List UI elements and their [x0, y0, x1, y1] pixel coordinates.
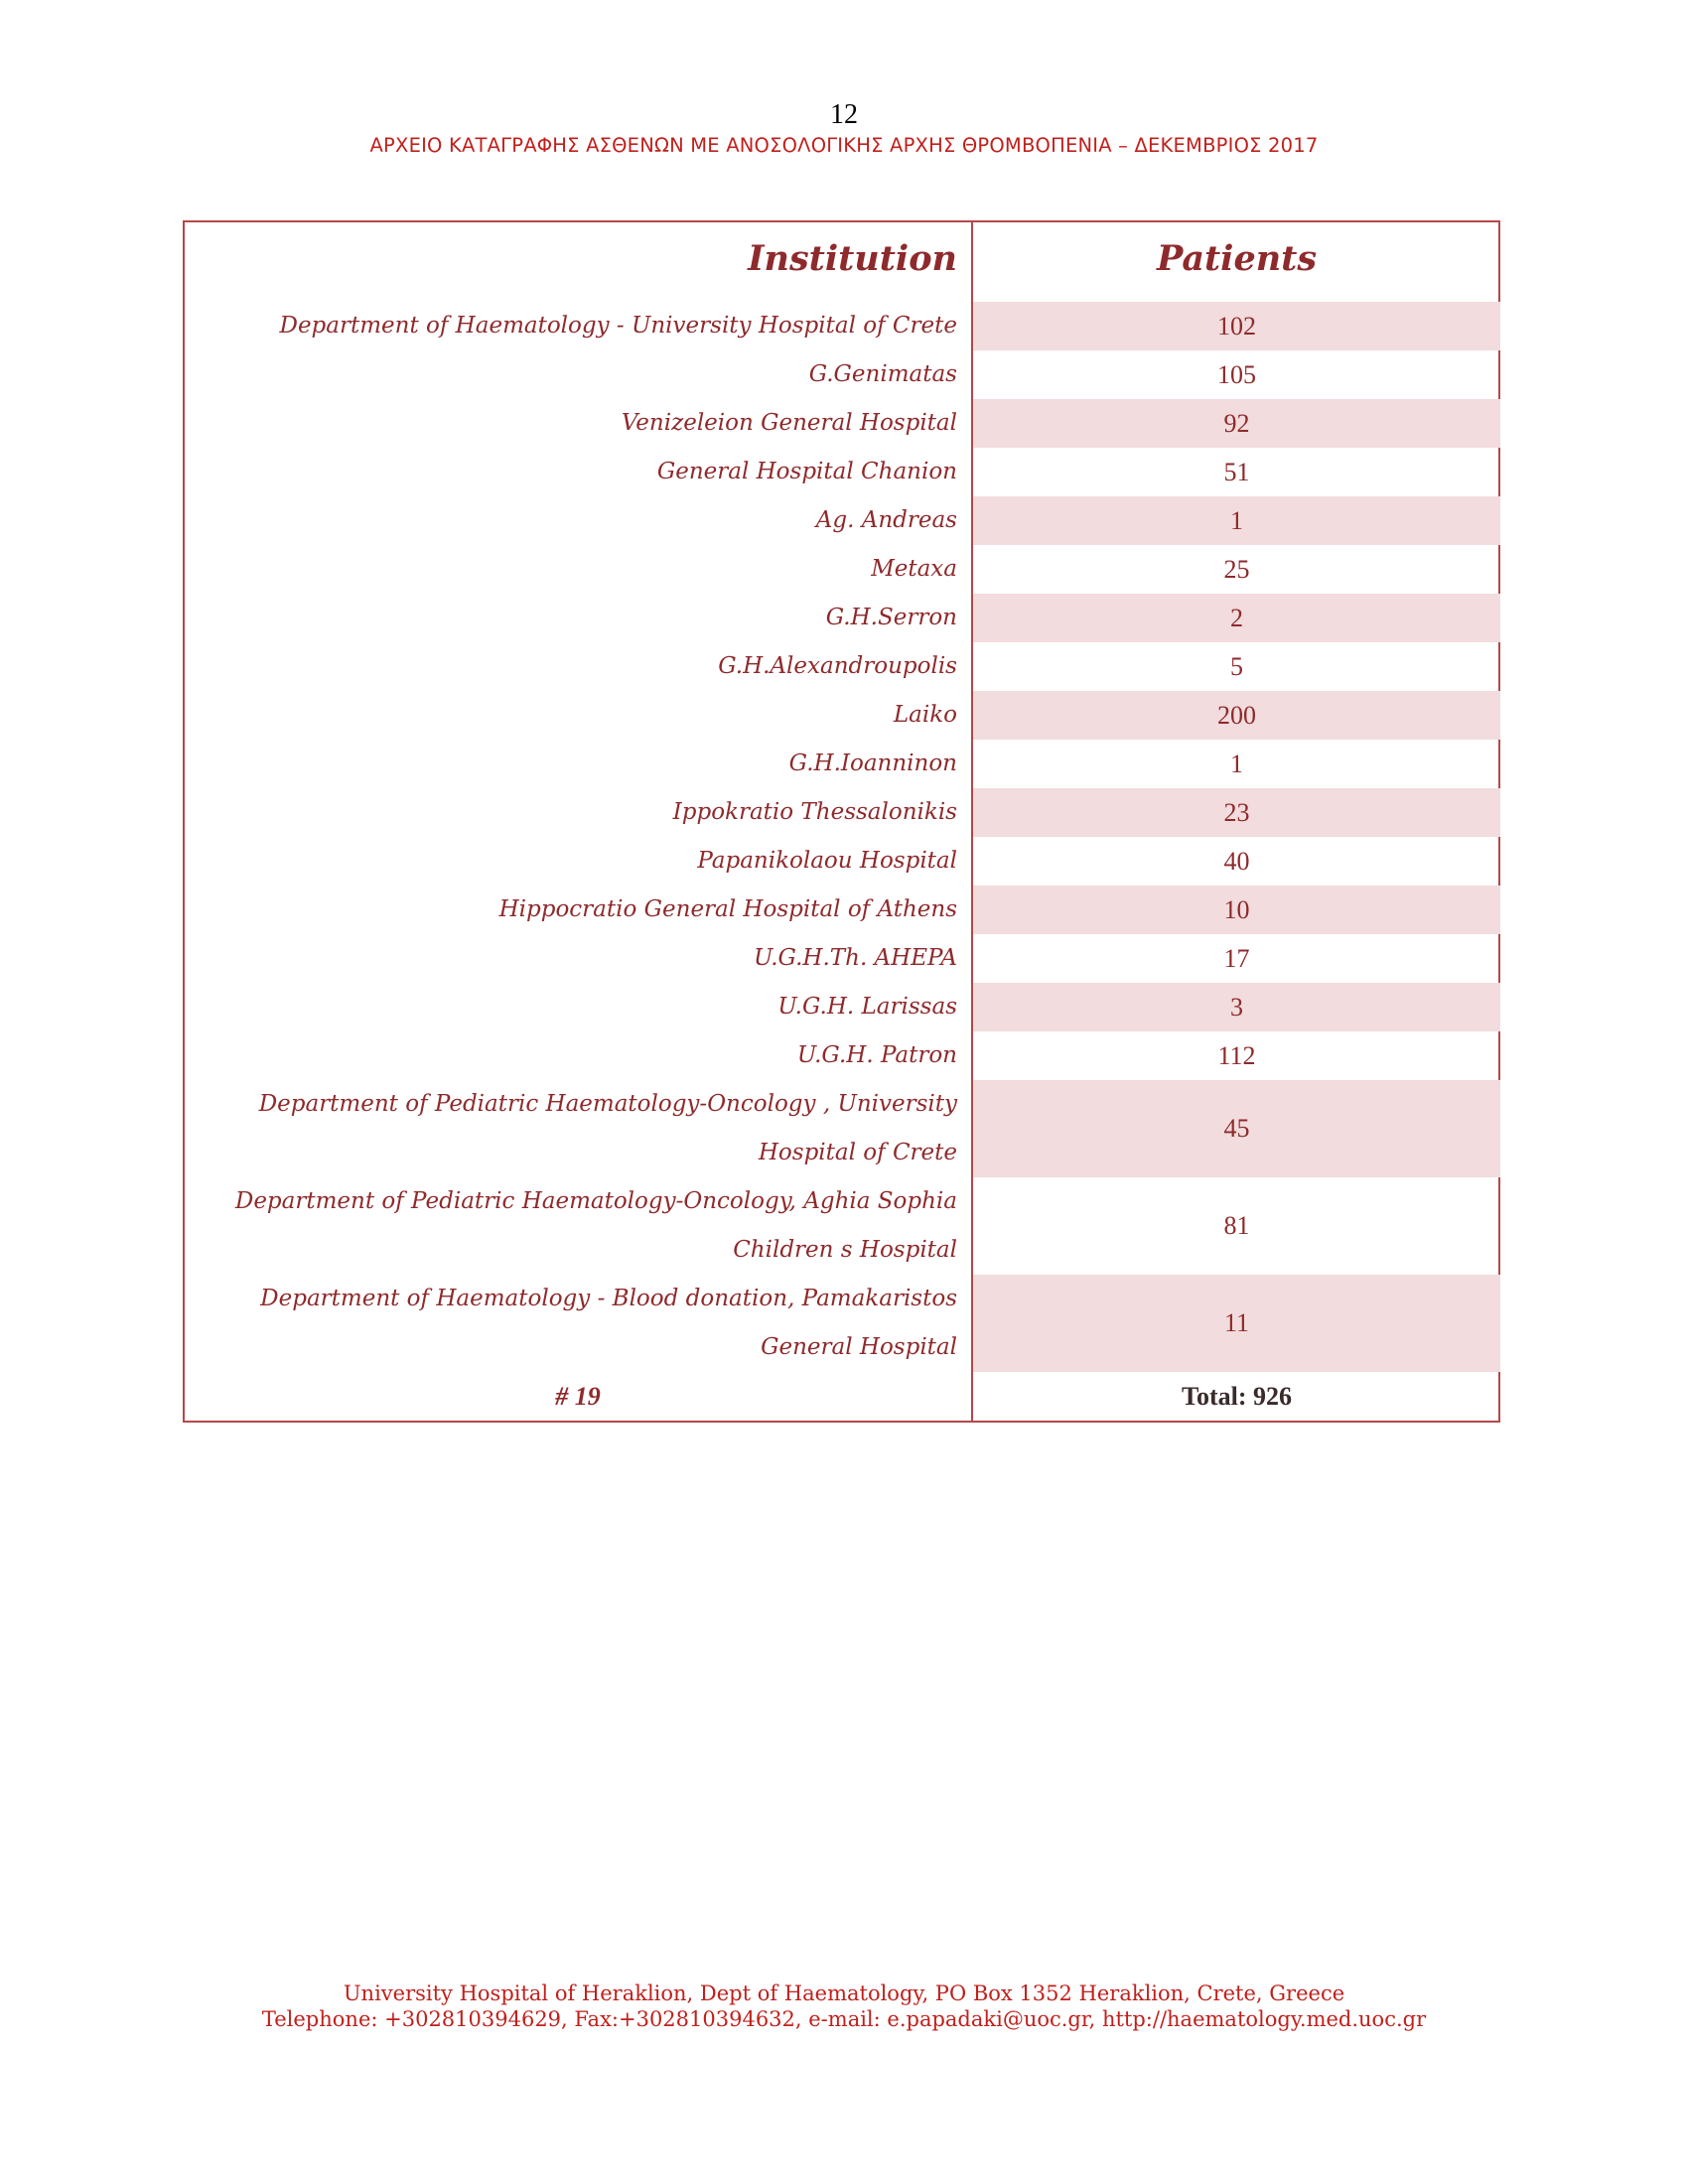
table-row: [185, 837, 1498, 886]
patients-cell: 1: [1230, 749, 1243, 778]
patients-cell: 102: [973, 302, 1500, 350]
table-row: [185, 1031, 1498, 1080]
footer-address: University Hospital of Heraklion, Dept of Haematology, PO Box 1352 Heraklion, Crete, Greece: [343, 1981, 1345, 2005]
institution-cell: G.H.Serron: [825, 605, 957, 630]
institution-cell: Department of Haematology - Blood donation, Pamakaristos General Hospital: [260, 1286, 957, 1360]
patients-total: Total: 926: [1182, 1381, 1292, 1411]
patients-column-header: Patients: [1156, 238, 1318, 279]
table-row: [185, 1080, 1498, 1177]
table-row: [185, 1177, 1498, 1275]
institution-cell: Hippocratio General Hospital of Athens: [498, 896, 957, 922]
table-row: [185, 545, 1498, 594]
institution-cell: Papanikolaou Hospital: [697, 848, 957, 874]
table-row: [185, 302, 1498, 350]
patients-cell: 81: [1223, 1211, 1250, 1240]
patients-cell: 2: [973, 594, 1500, 642]
institution-cell: Laiko: [893, 702, 957, 728]
table-row: [185, 350, 1498, 399]
patients-cell: 200: [973, 691, 1500, 740]
patients-cell: 40: [1223, 846, 1250, 876]
patients-cell: 11: [973, 1275, 1500, 1372]
institution-column-header: Institution: [748, 238, 957, 279]
institution-cell: G.H.Alexandroupolis: [718, 653, 957, 679]
table-row: [185, 594, 1498, 642]
patients-cell: 3: [973, 983, 1500, 1031]
institution-cell: U.G.H. Larissas: [777, 994, 957, 1020]
institution-cell: U.G.H.Th. AHEPA: [753, 945, 957, 971]
table-row: [185, 642, 1498, 691]
table-row: [185, 886, 1498, 934]
patients-cell: 92: [973, 399, 1500, 448]
patients-cell: 51: [1223, 457, 1250, 486]
institution-cell: Metaxa: [871, 556, 957, 582]
patients-cell: 45: [973, 1080, 1500, 1177]
patients-cell: 5: [1230, 651, 1243, 681]
patients-cell: 112: [1217, 1040, 1256, 1070]
table-row: [185, 399, 1498, 448]
institution-cell: General Hospital Chanion: [656, 459, 957, 484]
patients-cell: 1: [973, 496, 1500, 545]
table-row: [185, 496, 1498, 545]
patients-cell: 105: [1217, 359, 1256, 389]
table-row: [185, 740, 1498, 788]
page-number: 12: [830, 99, 858, 130]
table-row: [185, 788, 1498, 837]
institution-patients-table: [183, 220, 1500, 1423]
footer-contact: Telephone: +302810394629, Fax:+302810394632, e-mail: e.papadaki@uoc.gr, http://haematology.med.uoc.gr: [261, 2007, 1427, 2031]
running-header: ΑΡΧΕΙΟ ΚΑΤΑΓΡΑΦΗΣ ΑΣΘΕΝΩΝ ΜΕ ΑΝΟΣΟΛΟΓΙΚΗΣ ΑΡΧΗΣ ΘΡΟΜΒΟΠΕΝΙΑ – ΔΕΚΕΜΒΡΙΟΣ 2017: [369, 134, 1319, 157]
institution-cell: G.H.Ioanninon: [788, 751, 957, 776]
table-row: [185, 934, 1498, 983]
institution-cell: Ag. Andreas: [815, 507, 957, 533]
patients-cell: 25: [1223, 554, 1250, 584]
patients-cell: 10: [973, 886, 1500, 934]
institution-count: # 19: [555, 1382, 601, 1411]
institution-cell: Venizeleion General Hospital: [621, 410, 957, 436]
table-row: [185, 1275, 1498, 1372]
patients-cell: 17: [1223, 943, 1250, 973]
institution-cell: Department of Pediatric Haematology-Oncology , University Hospital of Crete: [258, 1091, 957, 1165]
institution-cell: G.Genimatas: [808, 361, 957, 387]
patients-cell: 23: [973, 788, 1500, 837]
table-row: [185, 983, 1498, 1031]
table-row: [185, 448, 1498, 496]
table-row: [185, 691, 1498, 740]
institution-cell: Department of Haematology - University Hospital of Crete: [279, 313, 957, 339]
table-total-row: [185, 1372, 1498, 1421]
institution-cell: U.G.H. Patron: [796, 1042, 957, 1068]
institution-cell: Ippokratio Thessalonikis: [672, 799, 957, 825]
institution-cell: Department of Pediatric Haematology-Oncology, Aghia Sophia Children s Hospital: [234, 1188, 957, 1263]
